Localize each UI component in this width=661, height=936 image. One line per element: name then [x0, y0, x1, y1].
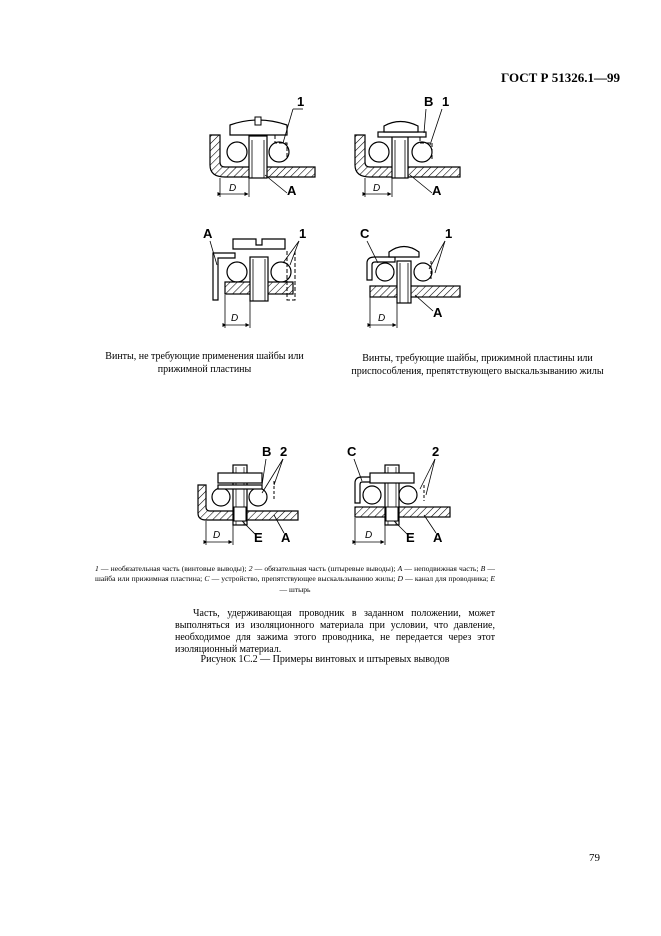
caption-left: Винты, не требующие применения шайбы или прижимной пластины — [105, 351, 304, 375]
figure-legend: 1 — необязательная часть (винтовые выводы); 2 — обязательная часть (штыревые выводы); A — неподвижная часть; B — шайба или прижимная пластина; C — устройство, препятствующее выскальзыванию жилы; D — канал для проводника; E— штырь — [95, 564, 495, 594]
label-B: B — [424, 94, 434, 109]
label-C: C — [347, 444, 357, 459]
figure-stud-retainer-bottom-right — [340, 445, 470, 550]
label-D: D — [231, 313, 239, 324]
label-D: D — [229, 183, 237, 194]
figure-screw-plain-middle-left — [195, 225, 335, 335]
page-number: 79 — [589, 852, 600, 864]
label-2: 2 — [280, 444, 288, 459]
label-D: D — [378, 313, 386, 324]
figure-note: Часть, удерживающая проводник в заданном положении, может выполняться из изоляционного материала при условии, что давление, необходимое для зажима этого проводника, не передается через этот изоляционный материал. — [175, 608, 495, 655]
label-D: D — [213, 530, 221, 541]
label-A: A — [203, 226, 213, 241]
caption-right: Винты, требующие шайбы, прижимной пластины или приспособления, препятствующего выскальзыванию жилы — [351, 353, 604, 377]
label-E: E — [254, 530, 263, 545]
label-E: E — [406, 530, 415, 545]
label-A: A — [432, 183, 442, 198]
label-1: 1 — [445, 226, 453, 241]
standard-header: ГОСТ Р 51326.1—99 — [501, 70, 620, 85]
label-A: A — [433, 305, 443, 320]
label-C: C — [360, 226, 370, 241]
figure-stud-washer-bottom-left — [188, 445, 318, 550]
figure-screw-washer-top-right — [340, 95, 480, 205]
figure-screw-plain-top-left — [195, 95, 335, 205]
label-D: D — [365, 530, 373, 541]
label-A: A — [287, 183, 297, 198]
figure-title: Рисунок 1С.2 — Примеры винтовых и штыревых выводов — [200, 654, 450, 665]
label-1: 1 — [297, 94, 305, 109]
label-1: 1 — [299, 226, 307, 241]
label-D: D — [373, 183, 381, 194]
label-A: A — [281, 530, 291, 545]
figure-screw-retainer-middle-right — [345, 225, 485, 335]
label-B: B — [262, 444, 272, 459]
label-A: A — [433, 530, 443, 545]
label-1: 1 — [442, 94, 450, 109]
label-2: 2 — [432, 444, 440, 459]
